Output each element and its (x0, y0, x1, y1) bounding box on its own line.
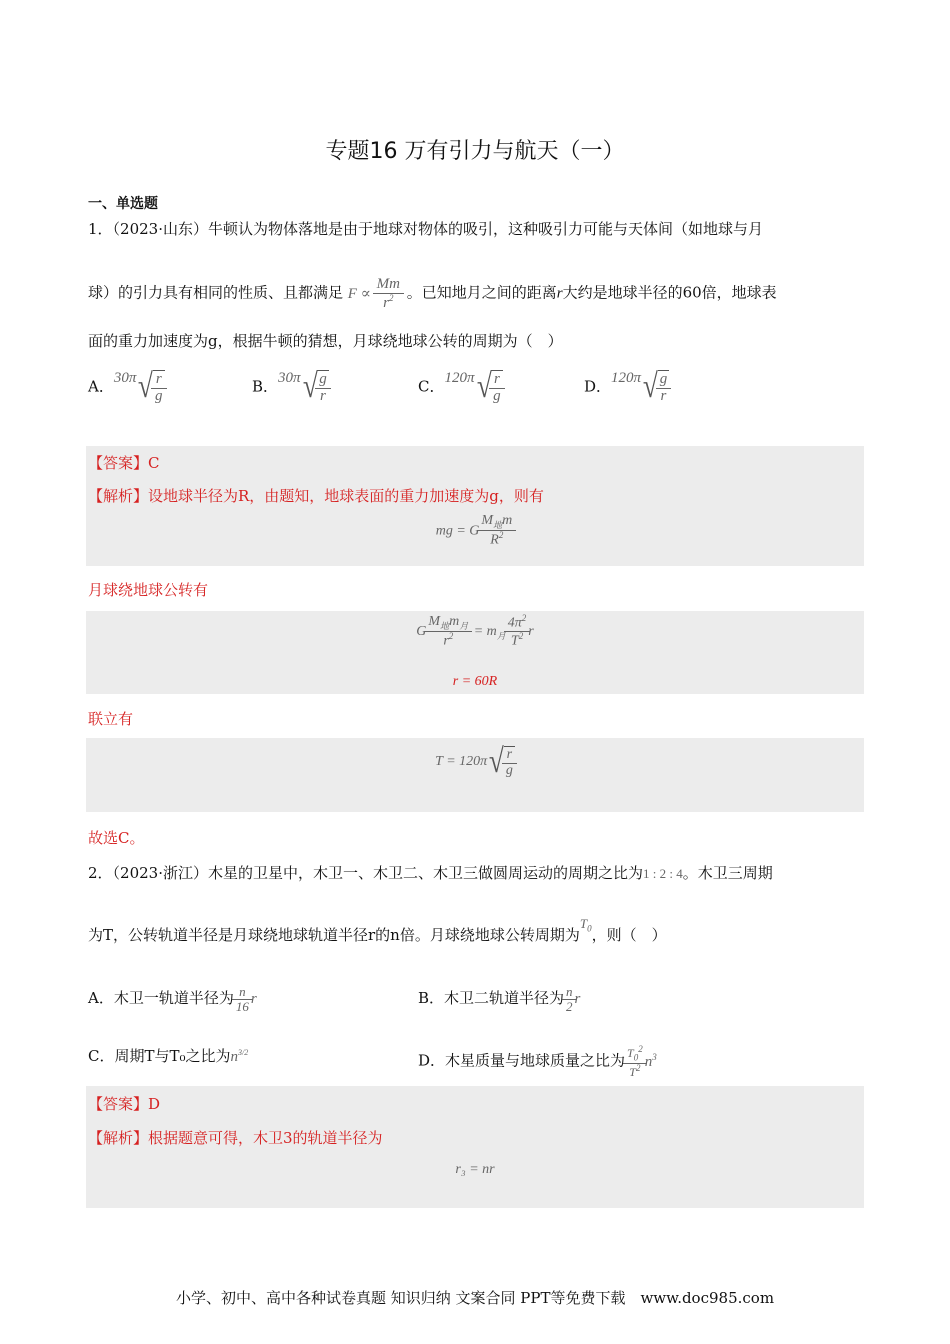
moon-orbit-text: 月球绕地球公转有 (88, 581, 209, 599)
q2-line2: 为T，公转轨道半径是月球绕地球轨道半径r的n倍。月球绕地球公转周期为$T_0$，则（ ） (88, 916, 667, 944)
q2-option-b[interactable]: B．木卫二轨道半径为 $\frac{n}{2}$ r (418, 984, 581, 1014)
q1-option-d[interactable]: D．120π √ $\frac{g}{r}$ (584, 370, 669, 405)
footer-text: 小学、初中、高中各种试卷真题 知识归纳 文案合同 PPT等免费下载 www.doc985.com (175, 1289, 775, 1307)
answer1-analysis: 【解析】设地球半径为R，由题知，地球表面的重力加速度为g，则有 (88, 487, 544, 505)
q1-line1: 1．（2023·山东）牛顿认为物体落地是由于地球对物体的吸引，这种吸引力可能与天体间（如地球与月 (88, 220, 763, 238)
page-title: 专题16 万有引力与航天（一） (325, 139, 625, 164)
q1-option-a[interactable]: A．30π √ $\frac{r}{g}$ (88, 370, 165, 405)
formula-r60: r = 60R (452, 674, 498, 689)
q1-option-c[interactable]: C．120π √ $\frac{r}{g}$ (418, 370, 503, 405)
q1-line2: 球）的引力具有相同的性质、且都满足 F ∝ $\frac{Mm}{r^2}$ 。已知地月之间的距离r大约是地球半径的60倍，地球表 (88, 276, 777, 311)
formula-orbit: G $\frac{M_地m_月}{r^2}$ = $m_月$ $\frac{4\pi^2}{T^2}$ r (416, 613, 534, 649)
section-heading: 一、单选题 (88, 196, 158, 212)
q2-option-c[interactable]: C．周期T与T₀之比为$n^{3/2}$ (88, 1047, 249, 1065)
q1-option-b[interactable]: B．30π √ $\frac{g}{r}$ (252, 370, 329, 405)
q2-option-d[interactable]: D．木星质量与地球质量之比为 $\frac{T_0^2}{T^2}$ $n^3$ (418, 1044, 657, 1079)
combine-text: 联立有 (88, 710, 134, 728)
q2-line1: 2．（2023·浙江）木星的卫星中，木卫一、木卫二、木卫三做圆周运动的周期之比为1 : 2 : 4。木卫三周期 (88, 864, 773, 882)
q1-line3: 面的重力加速度为g，根据牛顿的猜想，月球绕地球公转的周期为（ ） (88, 332, 563, 350)
q2-option-a[interactable]: A．木卫一轨道半径为 $\frac{n}{16}$ r (88, 984, 257, 1014)
formula-force: F ∝ $\frac{Mm}{r^2}$ (348, 286, 402, 302)
answer1-label: 【答案】C (88, 454, 160, 472)
formula-mg: mg = G $\frac{M_地m}{R^2}$ (0, 514, 950, 549)
formula-r3: r₃ = nr (455, 1162, 495, 1177)
formula-T: T = 120π √ $\frac{r}{g}$ (0, 745, 950, 779)
answer2-label: 【答案】D (88, 1095, 161, 1113)
answer2-analysis: 【解析】根据题意可得，木卫3的轨道半径为 (88, 1129, 383, 1147)
conclusion1: 故选C。 (88, 829, 145, 847)
